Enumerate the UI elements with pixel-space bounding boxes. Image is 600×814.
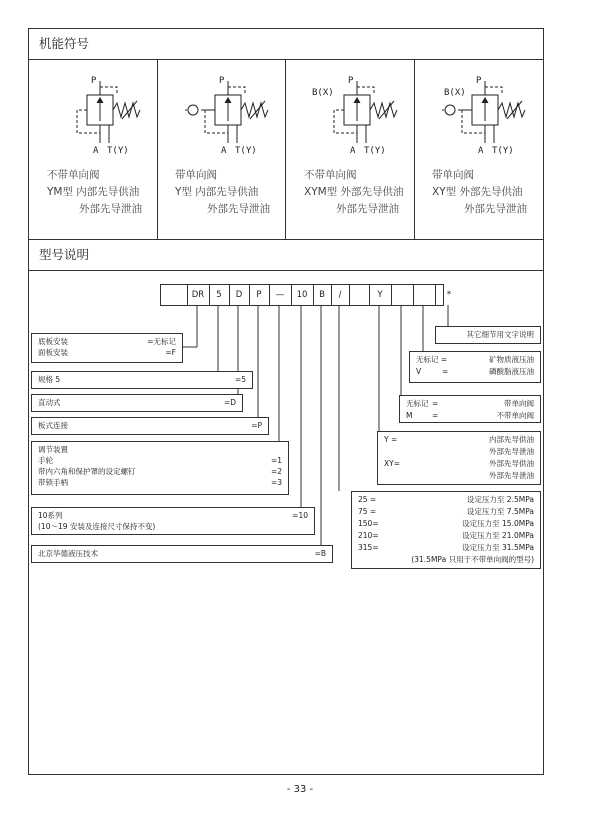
option-value: =5 [234, 375, 246, 384]
symbol-desc: 不带单向阀 XYM型 外部先导供油 外部先导泄油 [304, 169, 404, 215]
port-a-label: A [221, 146, 227, 156]
option-code: V [416, 367, 422, 376]
option-desc: 外部先导泄油 [489, 471, 534, 480]
section-title-symbols: 机能符号 [29, 29, 543, 60]
left-option-box [31, 333, 183, 363]
model-code-cell [161, 285, 188, 305]
option-code: 150= [358, 519, 379, 528]
right-option-box [435, 326, 541, 344]
option-row [38, 337, 176, 347]
option-code: 25 = [358, 495, 377, 504]
option-row [384, 435, 534, 445]
option-desc: 矿物质液压油 [489, 355, 534, 364]
option-desc: (31.5MPa 只用于不带单向阀的型号) [411, 555, 534, 564]
option-row [406, 399, 534, 409]
option-desc: 设定压力至 7.5MPa [466, 507, 534, 516]
option-desc: 磷酸脂液压油 [489, 367, 534, 376]
option-row [416, 367, 534, 377]
left-option-box [31, 417, 269, 435]
option-label: 手轮 [38, 456, 53, 465]
option-code: 无标记 [406, 399, 429, 408]
option-value: =P [251, 421, 262, 430]
option-desc: 外部先导供油 [489, 459, 534, 468]
option-row [416, 355, 534, 365]
option-label: 底板安装 [38, 337, 68, 346]
model-code-cell: Y [369, 285, 392, 305]
option-desc: 外部先导泄油 [489, 447, 534, 456]
option-value: =1 [270, 456, 282, 465]
option-row [38, 375, 246, 385]
left-option-box [31, 507, 315, 535]
option-row [38, 348, 176, 358]
option-label: 直动式 [38, 398, 61, 407]
port-t-label: T(Y) [107, 146, 129, 156]
port-t-label: T(Y) [492, 146, 514, 156]
option-row [38, 511, 308, 521]
model-code-cell: DR [187, 285, 210, 305]
left-option-box [31, 371, 253, 389]
option-value: =3 [270, 478, 282, 487]
port-t-label: T(Y) [235, 146, 257, 156]
option-label: (10～19 安装及连接尺寸保持不变) [38, 522, 156, 531]
page-frame [28, 28, 544, 775]
option-code: XY= [384, 459, 401, 468]
option-value: =B [314, 549, 326, 558]
option-row [358, 495, 534, 505]
option-desc: 不带单向阀 [496, 411, 534, 420]
port-b-label: B(X) [312, 88, 334, 98]
page-number: - 33 - [286, 784, 314, 795]
option-code: M [406, 411, 413, 420]
option-code: 315= [358, 543, 379, 552]
option-desc: 内部先导供油 [489, 435, 534, 444]
left-option-box [31, 394, 243, 412]
model-code-cell [391, 285, 414, 305]
option-code: 其它细节用文字说明 [466, 330, 534, 339]
right-option-box [399, 395, 541, 423]
port-a-label: A [93, 146, 99, 156]
option-row [38, 445, 282, 455]
option-code: Y = [384, 435, 398, 444]
right-option-box [377, 431, 541, 485]
port-b-label: B(X) [444, 88, 466, 98]
option-label: 规格 5 [38, 375, 61, 384]
model-code-cell: 5 [209, 285, 230, 305]
option-row [38, 467, 282, 477]
model-code-cell: — [269, 285, 292, 305]
symbol-desc: 带单向阀 Y型 内部先导供油 外部先导泄油 [175, 169, 270, 215]
option-row [358, 543, 534, 553]
port-p-label: P [348, 76, 354, 86]
option-eq: = [442, 367, 449, 376]
option-desc: 设定压力至 2.5MPa [466, 495, 534, 504]
model-code-cell: * [446, 290, 452, 300]
model-code-cell [413, 285, 436, 305]
option-label: 带内六角和保护罩的设定螺钉 [38, 467, 136, 476]
option-label: 10系列 [38, 511, 63, 520]
port-p-label: P [476, 76, 482, 86]
option-row [38, 522, 308, 532]
model-code-cell: D [229, 285, 250, 305]
option-label: 面板安装 [38, 348, 68, 357]
model-code-cell [349, 285, 370, 305]
option-value: =F [165, 348, 176, 357]
option-eq: = [432, 411, 439, 420]
option-value: =无标记 [147, 337, 176, 346]
option-desc: 设定压力至 21.0MPa [462, 531, 534, 540]
port-a-label: A [350, 146, 356, 156]
option-desc: 设定压力至 15.0MPa [462, 519, 534, 528]
option-value: =D [223, 398, 236, 407]
option-desc: 带单向阀 [504, 399, 534, 408]
option-code: 75 = [358, 507, 377, 516]
left-option-box [31, 545, 333, 563]
option-code: 210= [358, 531, 379, 540]
port-p-label: P [219, 76, 225, 86]
model-code-cell: 10 [291, 285, 314, 305]
option-row [38, 478, 282, 488]
option-row [358, 531, 534, 541]
model-code-cell: P [249, 285, 270, 305]
port-p-label: P [91, 76, 97, 86]
option-row [406, 411, 534, 421]
right-option-box [351, 491, 541, 569]
option-label: 带锁手柄 [38, 478, 68, 487]
option-code: 无标记 = [416, 355, 448, 364]
option-desc: 设定压力至 31.5MPa [462, 543, 534, 552]
option-value: =10 [292, 511, 308, 520]
model-code-cell: B [313, 285, 332, 305]
symbol-desc: 不带单向阀 YM型 内部先导供油 外部先导泄油 [47, 169, 142, 215]
option-eq: = [432, 399, 439, 408]
option-row [358, 519, 534, 529]
port-t-label: T(Y) [364, 146, 386, 156]
port-a-label: A [478, 146, 484, 156]
section-title-model: 型号说明 [29, 239, 543, 271]
option-value: =2 [270, 467, 282, 476]
symbol-desc: 带单向阀 XY型 外部先导供油 外部先导泄油 [432, 169, 527, 215]
option-label: 板式连接 [38, 421, 68, 430]
option-row [358, 507, 534, 517]
option-row [38, 398, 236, 408]
right-option-box [409, 351, 541, 383]
left-option-box [31, 441, 289, 495]
model-code-cell: / [331, 285, 350, 305]
option-row [38, 421, 262, 431]
option-label: 北京华德液压技术 [38, 549, 98, 558]
option-row [38, 549, 326, 559]
option-row [38, 456, 282, 466]
model-code-box [160, 284, 452, 306]
option-row [384, 459, 534, 469]
option-label: 调节装置 [38, 445, 68, 454]
